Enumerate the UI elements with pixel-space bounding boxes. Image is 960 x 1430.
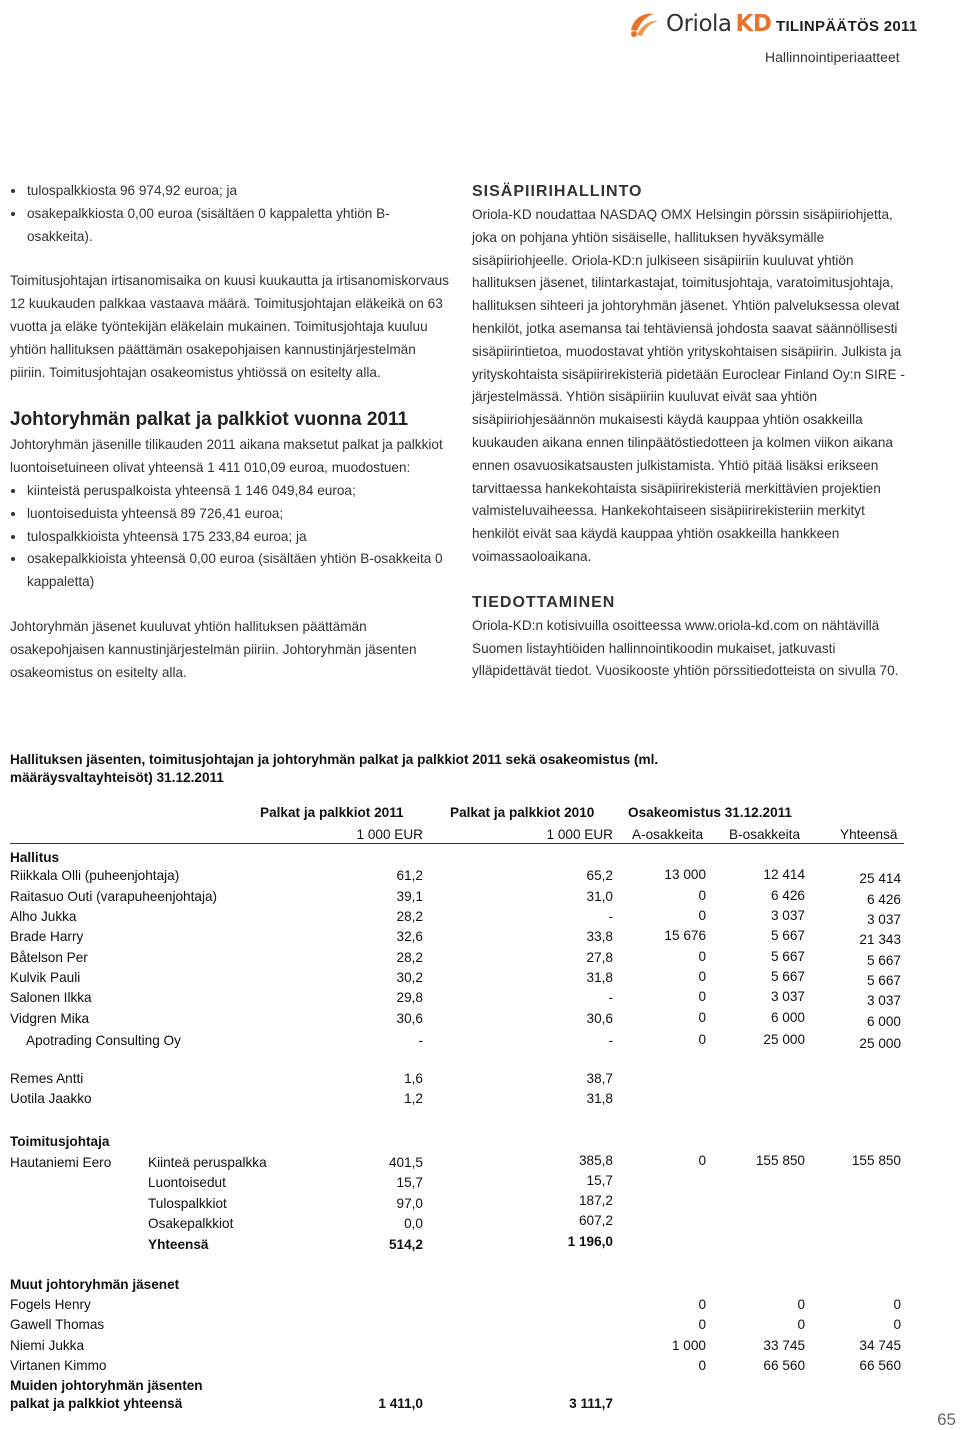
total-label-line-2: palkat ja palkkiot yhteensä <box>10 1396 183 1411</box>
ceo-pay-component: Tulospalkkiot <box>148 1196 227 1211</box>
board-total-shares: 5 667 <box>866 953 901 968</box>
board-pay-2011: 30,6 <box>396 1011 423 1026</box>
former-pay-2011: 1,6 <box>404 1071 423 1086</box>
col-b-shares: B-osakkeita <box>729 827 801 842</box>
board-pay-2011: 39,1 <box>396 889 423 904</box>
board-total-shares: 6 426 <box>866 892 901 907</box>
board-a-shares: 0 <box>698 969 706 984</box>
management-total-shares: 66 560 <box>859 1358 901 1373</box>
management-total-shares: 0 <box>893 1297 901 1312</box>
list-item: osakepalkkiosta 0,00 euroa (sisältäen 0 kappaletta yhtiön B-osakkeita). <box>10 203 450 249</box>
board-a-shares: 0 <box>698 989 706 1004</box>
former-member-name: Uotila Jaakko <box>10 1091 92 1106</box>
management-a-shares: 1 000 <box>671 1338 706 1353</box>
col-header-2011: Palkat ja palkkiot 2011 <box>260 805 404 820</box>
header-rule <box>10 843 904 844</box>
ceo-pay-2011: 514,2 <box>388 1237 423 1252</box>
board-pay-2010: 33,8 <box>586 929 613 944</box>
board-total-shares: 6 000 <box>866 1014 901 1029</box>
insider-paragraph: Oriola-KD noudattaa NASDAQ OMX Helsingin pörssin sisäpiiriohjetta, joka on pohjana yhtiön sisäiselle, hallituksen hyväksymälle sisäpiiriohjeelle. Oriola-KD:n julkiseen sisäpiiriin kuuluvat yhtiön hallituksen jäsenet, tilintarkastajat, toimitusjohtaja, varatoimitusjohtaja, hallituksen sihteeri ja johtoryhmän jäsenet. Yhtiön palveluksessa olevat henkilöt, jotka asemansa tai tehtäviensä johdosta saavat säännöllisesti sisäpiirintietoa, muodostavat yhtiön yrityskohtaisen sisäpiirin. Julkista ja yrityskohtaista sisäpiirirekisteriä pidetään Euroclear Finland Oy:n SIRE -järjestelmässä. Yhtiön sisäpiiriin kuuluvat eivät saa yhtiön sisäpiiriohjesäännön mukaisesti käydä kauppaa yhtiön osakkeilla kuukauden aikana ennen tilinpäätöstiedotteen ja kolmen viikon aikana ennen osavuosikatsausten julkistamista. Yhtiö pitää lisäksi erikseen tarvittaessa hankekohtaista sisäpiirirekisteriä merkittävien projektien valmisteluvaiheessa. Hankekohtaiseen sisäpiirirekisteriin merkityt henkilöt eivät saa käydä kauppaa yhtiön osakkeilla hankkeen voimassaoloaikana. <box>472 207 905 564</box>
ceo-pay-2011: 15,7 <box>396 1175 423 1190</box>
ceo-bonus-list <box>10 180 450 248</box>
management-total-shares: 0 <box>893 1317 901 1332</box>
group-ceo: Toimitusjohtaja <box>10 1134 110 1149</box>
board-pay-2011: - <box>418 1033 423 1048</box>
board-b-shares: 5 667 <box>770 928 805 943</box>
list-item: tulospalkkioista yhteensä 175 233,84 euroa; ja <box>10 526 450 549</box>
ceo-pay-2011: 0,0 <box>404 1216 423 1231</box>
management-pay-heading: Johtoryhmän palkat ja palkkiot vuonna 2011 <box>10 409 409 431</box>
board-b-shares: 5 667 <box>770 949 805 964</box>
left-column <box>10 180 450 684</box>
ceo-pay-2011: 401,5 <box>388 1155 423 1170</box>
board-member-name: Brade Harry <box>10 929 84 944</box>
board-b-shares: 3 037 <box>770 989 805 1004</box>
board-a-shares: 0 <box>698 1032 706 1047</box>
management-a-shares: 0 <box>698 1297 706 1312</box>
board-total-shares: 21 343 <box>859 932 901 947</box>
list-item: osakepalkkioista yhteensä 0,00 euroa (sisältäen yhtiön B-osakkeita 0 kappaletta) <box>10 548 450 594</box>
oriola-swirl-icon <box>628 9 660 39</box>
board-pay-2010: 31,0 <box>586 889 613 904</box>
board-pay-2010: - <box>608 990 613 1005</box>
former-pay-2011: 1,2 <box>404 1091 423 1106</box>
management-b-shares: 0 <box>797 1317 805 1332</box>
list-item: kiinteistä peruspalkoista yhteensä 1 146 049,84 euroa; <box>10 480 450 503</box>
ceo-pay-2010: 607,2 <box>578 1213 613 1228</box>
management-member-name: Virtanen Kimmo <box>10 1358 107 1373</box>
logo-wordmark <box>666 11 771 37</box>
ceo-terms-paragraph: Toimitusjohtajan irtisanomisaika on kuusi kuukautta ja irtisanomiskorvaus 12 kuukauden palkkaa vastaava määrä. Toimitusjohtajan eläkeikä on 63 vuotta ja eläke työntekijän eläkelain mukainen. Toimitusjohtaja kuuluu yhtiön hallituksen päättämän osakepohjaisen kannustinjärjestelmän piiriin. Toimitusjohtajan osakeomistus yhtiössä on esitelty alla. <box>10 273 449 380</box>
board-a-shares: 13 000 <box>664 867 706 882</box>
ceo-name: Hautaniemi Eero <box>10 1155 112 1170</box>
board-a-shares: 0 <box>698 888 706 903</box>
group-other-management: Muut johtoryhmän jäsenet <box>10 1277 180 1292</box>
board-b-shares: 25 000 <box>763 1032 805 1047</box>
board-total-shares: 3 037 <box>866 993 901 1008</box>
col-header-ownership: Osakeomistus 31.12.2011 <box>628 805 792 820</box>
management-member-name: Fogels Henry <box>10 1297 91 1312</box>
board-pay-2010: - <box>608 909 613 924</box>
board-member-name: Alho Jukka <box>10 909 77 924</box>
management-pay-paragraph: Johtoryhmän jäsenille tilikauden 2011 aikana maksetut palkat ja palkkiot luontoisetuineen olivat yhteensä 1 411 010,09 euroa, muodostuen: <box>10 437 443 476</box>
total-label-line-1: Muiden johtoryhmän jäsenten <box>10 1378 203 1393</box>
board-b-shares: 3 037 <box>770 908 805 923</box>
ceo-pay-2010: 187,2 <box>578 1193 613 1208</box>
management-member-name: Gawell Thomas <box>10 1317 105 1332</box>
board-member-name: Apotrading Consulting Oy <box>26 1033 181 1048</box>
total-2010: 3 111,7 <box>569 1396 613 1411</box>
board-b-shares: 6 426 <box>770 888 805 903</box>
board-pay-2010: - <box>608 1033 613 1048</box>
ceo-pay-2011: 97,0 <box>396 1196 423 1211</box>
insider-heading: SISÄPIIRIHALLINTO <box>472 183 643 200</box>
board-member-name: Riikkala Olli (puheenjohtaja) <box>10 868 180 883</box>
board-total-shares: 25 414 <box>859 871 901 886</box>
report-title: TILINPÄÄTÖS 2011 <box>776 18 918 35</box>
board-pay-2010: 65,2 <box>586 868 613 883</box>
management-shares-paragraph: Johtoryhmän jäsenet kuuluvat yhtiön hallituksen päättämän osakepohjaisen kannustinjärjestelmän piiriin. Johtoryhmän jäsenten osakeomistus on esitelty alla. <box>10 618 417 680</box>
board-b-shares: 12 414 <box>763 867 805 882</box>
disclosure-heading: TIEDOTTAMINEN <box>472 593 616 611</box>
ceo-pay-component: Osakepalkkiot <box>148 1216 234 1231</box>
col-header-2010: Palkat ja palkkiot 2010 <box>450 805 595 820</box>
board-pay-2011: 61,2 <box>396 868 423 883</box>
board-pay-2010: 27,8 <box>586 950 613 965</box>
ceo-pay-2010: 15,7 <box>586 1173 613 1188</box>
group-board: Hallitus <box>10 850 60 865</box>
board-pay-2011: 32,6 <box>396 929 423 944</box>
board-member-name: Kulvik Pauli <box>10 970 81 985</box>
board-pay-2010: 30,6 <box>586 1011 613 1026</box>
page-number: 65 <box>937 1410 956 1429</box>
former-pay-2010: 38,7 <box>586 1071 613 1086</box>
total-2011: 1 411,0 <box>378 1396 423 1411</box>
brand-suffix: KD <box>735 11 772 37</box>
board-pay-2011: 30,2 <box>396 970 423 985</box>
management-member-name: Niemi Jukka <box>10 1338 85 1353</box>
disclosure-paragraph: Oriola-KD:n kotisivuilla osoitteessa www.oriola-kd.com on nähtävillä Suomen listayhtiöiden hallinnointikoodin mukaiset, jatkuvasti ylläpidettävät tiedot. Vuosikooste yhtiön pörssitiedotteista on sivulla 70. <box>472 617 899 679</box>
board-total-shares: 25 000 <box>859 1036 901 1051</box>
management-b-shares: 33 745 <box>763 1338 805 1353</box>
board-member-name: Raitasuo Outi (varapuheenjohtaja) <box>10 889 218 904</box>
list-item: luontoiseduista yhteensä 89 726,41 euroa; <box>10 503 450 526</box>
ceo-a-shares: 0 <box>698 1153 706 1168</box>
board-b-shares: 5 667 <box>770 969 805 984</box>
board-pay-2011: 28,2 <box>396 950 423 965</box>
former-member-name: Remes Antti <box>10 1071 84 1086</box>
table-title: Hallituksen jäsenten, toimitusjohtajan ja johtoryhmän palkat ja palkkiot 2011 sekä osakeomistus (ml. määräysvaltayhteisöt) 31.12.2011 <box>10 752 659 785</box>
oriola-kd-logo <box>628 8 771 40</box>
board-a-shares: 0 <box>698 1010 706 1025</box>
board-pay-2011: 28,2 <box>396 909 423 924</box>
board-a-shares: 0 <box>698 949 706 964</box>
board-a-shares: 0 <box>698 908 706 923</box>
management-total-shares: 34 745 <box>859 1338 901 1353</box>
board-b-shares: 6 000 <box>770 1010 805 1025</box>
management-b-shares: 66 560 <box>763 1358 805 1373</box>
board-member-name: Salonen Ilkka <box>10 990 92 1005</box>
ceo-pay-component: Luontoisedut <box>148 1175 226 1190</box>
management-b-shares: 0 <box>797 1297 805 1312</box>
board-member-name: Vidgren Mika <box>10 1011 90 1026</box>
board-pay-2011: 29,8 <box>396 990 423 1005</box>
unit-2010: 1 000 EUR <box>546 827 613 842</box>
section-title: Hallinnointiperiaatteet <box>765 49 900 65</box>
col-a-shares: A-osakkeita <box>632 827 704 842</box>
ceo-b-shares: 155 850 <box>755 1153 805 1168</box>
right-column <box>472 180 912 683</box>
ceo-pay-component: Yhteensä <box>148 1237 209 1252</box>
former-pay-2010: 31,8 <box>586 1091 613 1106</box>
ceo-pay-component: Kiinteä peruspalkka <box>148 1155 267 1170</box>
unit-2011: 1 000 EUR <box>356 827 423 842</box>
ceo-pay-2010: 385,8 <box>578 1153 613 1168</box>
col-total: Yhteensä <box>840 827 898 842</box>
board-a-shares: 15 676 <box>664 928 706 943</box>
ceo-pay-2010: 1 196,0 <box>567 1234 613 1249</box>
ceo-total-shares: 155 850 <box>851 1153 901 1168</box>
list-item: tulospalkkiosta 96 974,92 euroa; ja <box>10 180 450 203</box>
board-total-shares: 3 037 <box>866 912 901 927</box>
management-a-shares: 0 <box>698 1358 706 1373</box>
board-pay-2010: 31,8 <box>586 970 613 985</box>
board-total-shares: 5 667 <box>866 973 901 988</box>
management-pay-list <box>10 480 450 594</box>
board-member-name: Båtelson Per <box>10 950 88 965</box>
brand-name: Oriola <box>666 11 732 37</box>
management-a-shares: 0 <box>698 1317 706 1332</box>
